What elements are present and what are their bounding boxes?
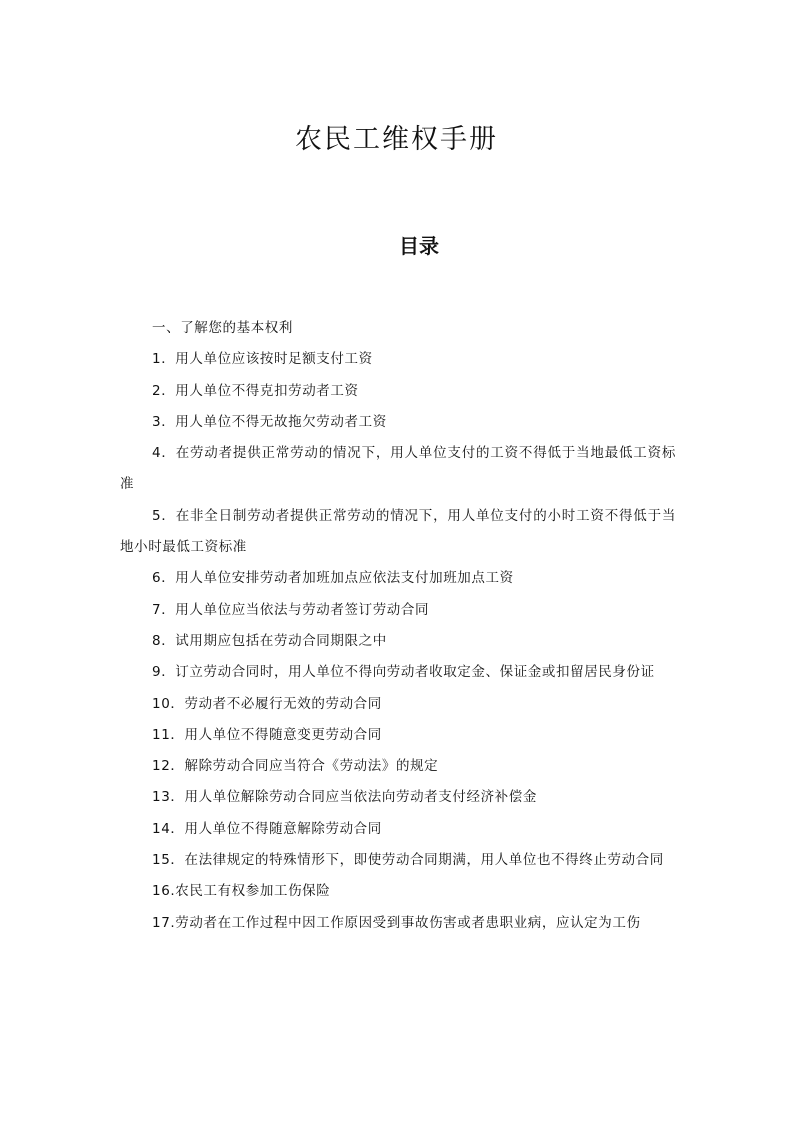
toc-item: 16.农民工有权参加工伤保险 xyxy=(152,883,331,900)
toc-item: 4．在劳动者提供正常劳动的情况下，用人单位支付的工资不得低于当地最低工资标准 xyxy=(120,445,676,493)
toc-item: 12．解除劳动合同应当符合《劳动法》的规定 xyxy=(152,758,439,775)
toc-item: 7．用人单位应当依法与劳动者签订劳动合同 xyxy=(152,601,430,618)
toc-item: 17.劳动者在工作过程中因工作原因受到事故伤害或者患职业病，应认定为工伤 xyxy=(152,914,641,931)
toc-item: 6．用人单位安排劳动者加班加点应依法支付加班加点工资 xyxy=(152,570,514,587)
toc-item: 2．用人单位不得克扣劳动者工资 xyxy=(152,382,359,399)
table-of-contents xyxy=(120,313,676,939)
toc-item: 3．用人单位不得无故拖欠劳动者工资 xyxy=(152,413,387,430)
toc-item: 9．订立劳动合同时，用人单位不得向劳动者收取定金、保证金或扣留居民身份证 xyxy=(152,664,655,681)
toc-item: 13．用人单位解除劳动合同应当依法向劳动者支付经济补偿金 xyxy=(152,789,537,806)
document-title: 农民工维权手册 xyxy=(295,124,498,155)
toc-item: 10．劳动者不必履行无效的劳动合同 xyxy=(152,695,382,712)
toc-item: 15．在法律规定的特殊情形下，即使劳动合同期满，用人单位也不得终止劳动合同 xyxy=(152,852,664,869)
toc-item: 11．用人单位不得随意变更劳动合同 xyxy=(152,726,382,743)
toc-item: 5．在非全日制劳动者提供正常劳动的情况下，用人单位支付的小时工资不得低于当地小时最低工资标准 xyxy=(120,507,676,556)
toc-item: 14．用人单位不得随意解除劳动合同 xyxy=(152,820,382,837)
toc-section-heading: 一、了解您的基本权利 xyxy=(152,320,293,336)
toc-item: 8．试用期应包括在劳动合同期限之中 xyxy=(152,632,387,649)
toc-heading: 目录 xyxy=(399,234,439,258)
toc-item: 1．用人单位应该按时足额支付工资 xyxy=(152,351,373,368)
